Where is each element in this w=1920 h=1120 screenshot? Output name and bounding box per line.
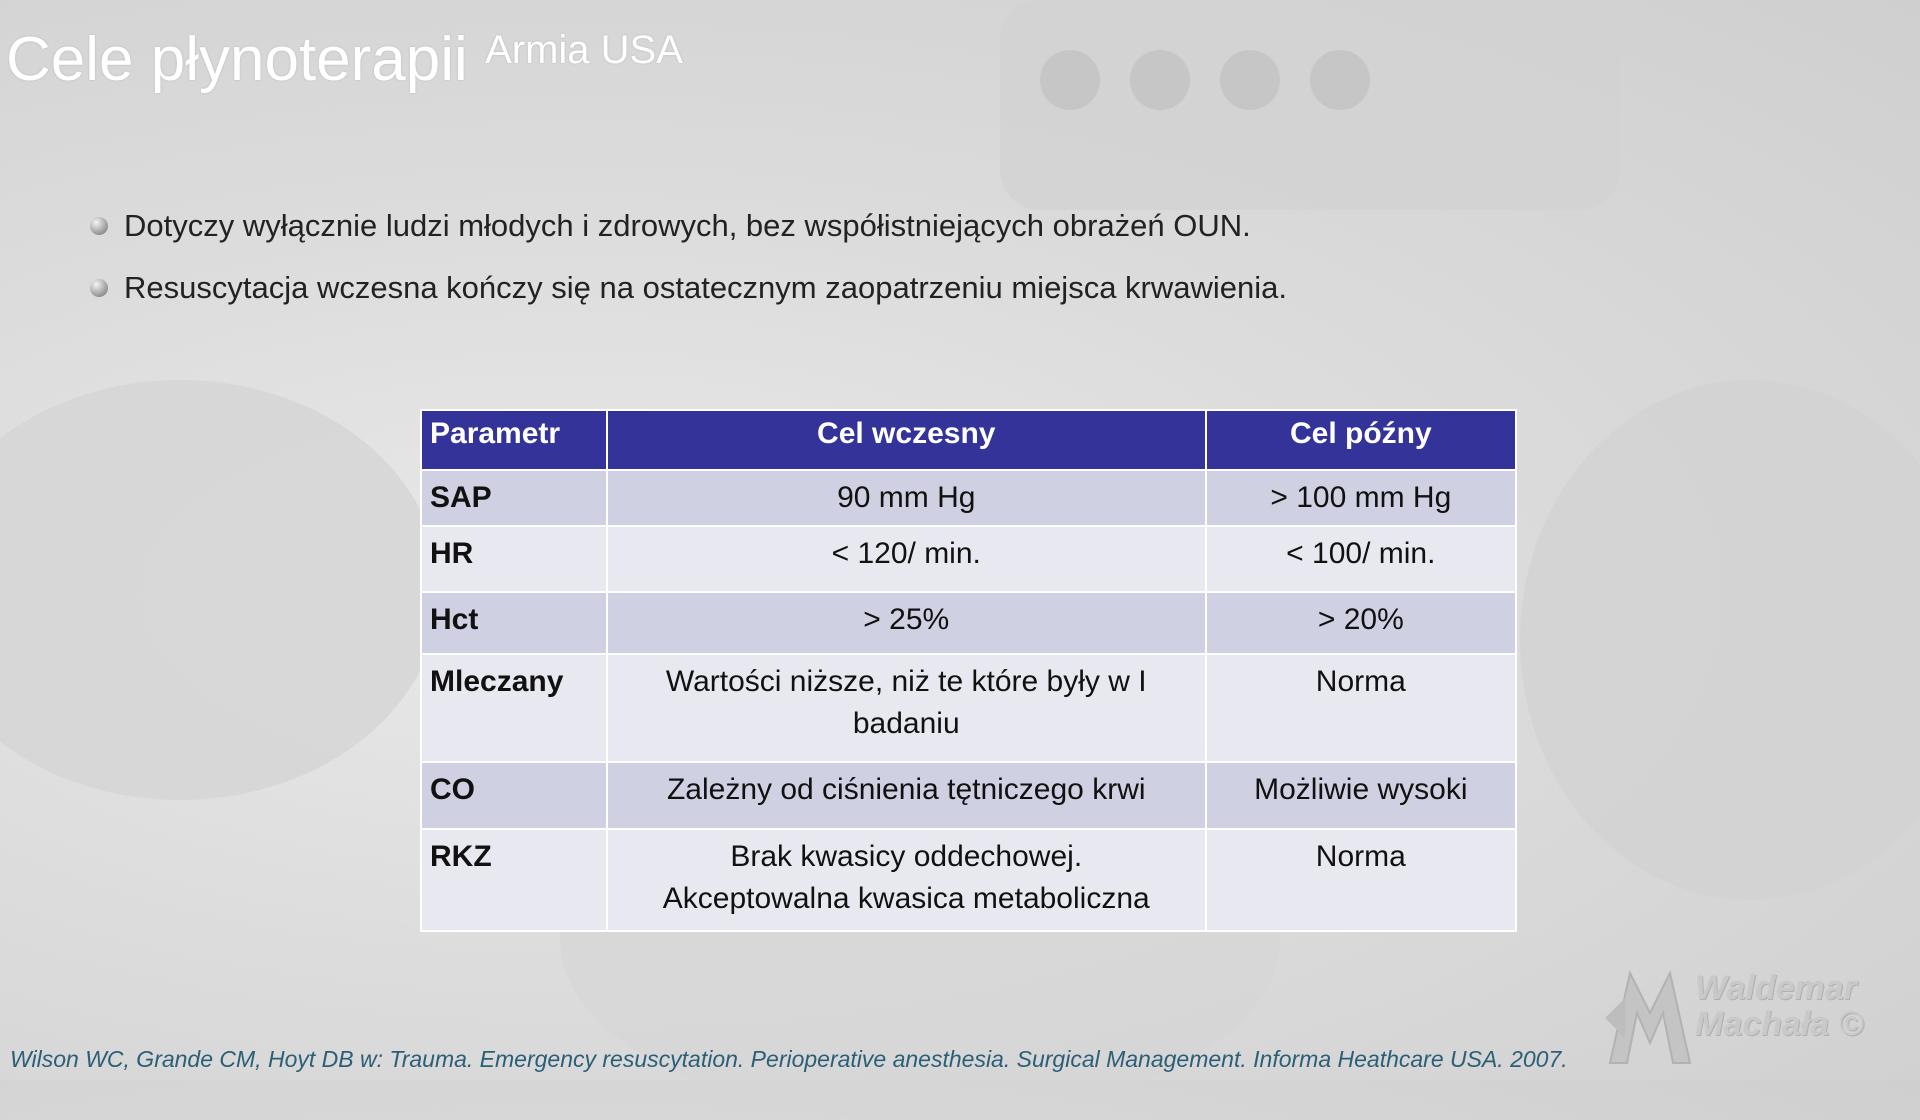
- table-cell-param: RKZ: [421, 829, 607, 931]
- author-logo: [1605, 968, 1905, 1068]
- table-cell-late: > 20%: [1206, 592, 1516, 654]
- table-cell-early: Zależny od ciśnienia tętniczego krwi: [607, 762, 1206, 829]
- table-row: [421, 526, 1516, 592]
- slide-title: [6, 20, 683, 100]
- table-cell-early: Brak kwasicy oddechowej. Akceptowalna kwasica metaboliczna: [607, 829, 1206, 931]
- bullet-text: Dotyczy wyłącznie ludzi młodych i zdrowych, bez współistniejących obrażeń OUN.: [124, 208, 1251, 243]
- bullet-item: [90, 257, 1287, 319]
- slide-title-superscript: Armia USA: [485, 28, 683, 72]
- table-cell-param: CO: [421, 762, 607, 829]
- logo-text: [1695, 970, 1864, 1042]
- background-blur: [0, 380, 440, 800]
- table-row: [421, 592, 1516, 654]
- table-row: [421, 829, 1516, 931]
- header-cel-wczesny: Cel wczesny: [607, 410, 1206, 470]
- table-cell-late: > 100 mm Hg: [1206, 470, 1516, 526]
- table-row: [421, 654, 1516, 762]
- table-cell-param: Hct: [421, 592, 607, 654]
- background-equipment: [1000, 0, 1620, 210]
- goals-table: [420, 409, 1517, 932]
- slide-title-main: Cele płynoterapii: [6, 25, 468, 94]
- header-cel-pozny: Cel późny: [1206, 410, 1516, 470]
- background-knob: [1130, 50, 1190, 110]
- table-cell-early: < 120/ min.: [607, 526, 1206, 592]
- background-blur: [1520, 380, 1920, 900]
- table-row: [421, 762, 1516, 829]
- bullet-list: [90, 195, 1287, 319]
- table-header-row: [421, 410, 1516, 470]
- background-knob: [1310, 50, 1370, 110]
- logo-line1: Waldemar: [1695, 969, 1857, 1007]
- table-cell-early: Wartości niższe, niż te które były w I badaniu: [607, 654, 1206, 762]
- logo-mark-icon: [1605, 968, 1695, 1068]
- bullet-text: Resuscytacja wczesna kończy się na ostatecznym zaopatrzeniu miejsca krwawienia.: [124, 270, 1287, 305]
- table-row: [421, 470, 1516, 526]
- table-cell-late: Norma: [1206, 829, 1516, 931]
- table-cell-param: HR: [421, 526, 607, 592]
- background-knob: [1220, 50, 1280, 110]
- table-cell-early: > 25%: [607, 592, 1206, 654]
- header-parametr: Parametr: [421, 410, 607, 470]
- table-cell-late: Norma: [1206, 654, 1516, 762]
- table-cell-late: < 100/ min.: [1206, 526, 1516, 592]
- table-cell-early: 90 mm Hg: [607, 470, 1206, 526]
- table-cell-param: Mleczany: [421, 654, 607, 762]
- bullet-icon: [90, 279, 108, 297]
- table-cell-param: SAP: [421, 470, 607, 526]
- bullet-icon: [90, 217, 108, 235]
- background-knob: [1040, 50, 1100, 110]
- citation: Wilson WC, Grande CM, Hoyt DB w: Trauma. Emergency resuscytation. Perioperative anesthesia. Surgical Management. Informa Heathcare USA. 2007.: [10, 1046, 1568, 1072]
- logo-line2: Machała ©: [1695, 1005, 1864, 1043]
- table-cell-late: Możliwie wysoki: [1206, 762, 1516, 829]
- bullet-item: [90, 195, 1287, 257]
